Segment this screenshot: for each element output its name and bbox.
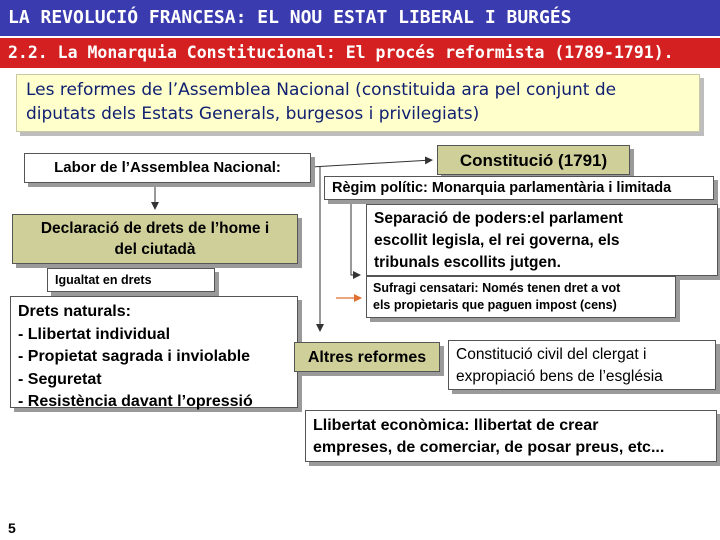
intro-line-2: diputats dels Estats Generals, burgesos i privilegiats) (26, 104, 480, 124)
labor-box: Labor de l’Assemblea Nacional: (24, 153, 311, 183)
drets-line-1: Drets naturals: (18, 303, 131, 320)
connector-labor-constitucio (311, 160, 432, 167)
drets-naturals-box (10, 296, 298, 408)
sufragi-line-1: Sufragi censatari: Només tenen dret a vot (373, 281, 621, 295)
declaracio-line-1: Declaració de drets de l’home i (40, 220, 270, 237)
slide-subtitle: 2.2. La Monarquia Constitucional: El procés reformista (1789-1791). (0, 38, 720, 68)
llibertat-economica-box (305, 410, 717, 462)
separacio-line-2: escollit legisla, el rei governa, els (374, 232, 620, 249)
drets-line-4: - Seguretat (18, 370, 102, 388)
intro-line-1: Les reformes de l’Assemblea Nacional (constituida ara pel conjunt de (26, 80, 617, 100)
separacio-line-1: Separació de poders:el parlament (374, 210, 623, 227)
separacio-line-3: tribunals escollits jutgen. (374, 254, 561, 271)
drets-line-2: - Llibertat individual (18, 325, 171, 343)
economica-line-2: empreses, de comerciar, de posar preus, etc... (313, 439, 665, 456)
altres-reformes-box: Altres reformes (294, 342, 440, 372)
constitucio-box: Constitució (1791) (437, 145, 630, 175)
slide-title: LA REVOLUCIÓ FRANCESA: EL NOU ESTAT LIBERAL I BURGÉS (0, 0, 720, 36)
drets-line-5: - Resistència davant l’opressió (18, 393, 253, 410)
igualtat-box: Igualtat en drets (47, 268, 215, 292)
constitucio-civil-box (448, 340, 716, 390)
declaracio-box (12, 214, 298, 264)
economica-line-1: Llibertat econòmica: llibertat de crear (313, 417, 599, 434)
civil-line-2: expropiació bens de l’església (456, 368, 663, 385)
sufragi-box (366, 276, 676, 318)
regim-box: Règim polític: Monarquia parlamentària i limitada (324, 176, 714, 200)
separacio-box (366, 204, 718, 276)
declaracio-line-2: del ciutadà (114, 241, 196, 258)
sufragi-line-2: els propietaris que paguen impost (cens) (373, 298, 617, 312)
connector-regim-separacio (351, 200, 360, 275)
civil-line-1: Constitució civil del clergat i (456, 346, 647, 363)
page-number: 5 (8, 520, 16, 536)
drets-line-3: - Propietat sagrada i inviolable (18, 348, 251, 365)
